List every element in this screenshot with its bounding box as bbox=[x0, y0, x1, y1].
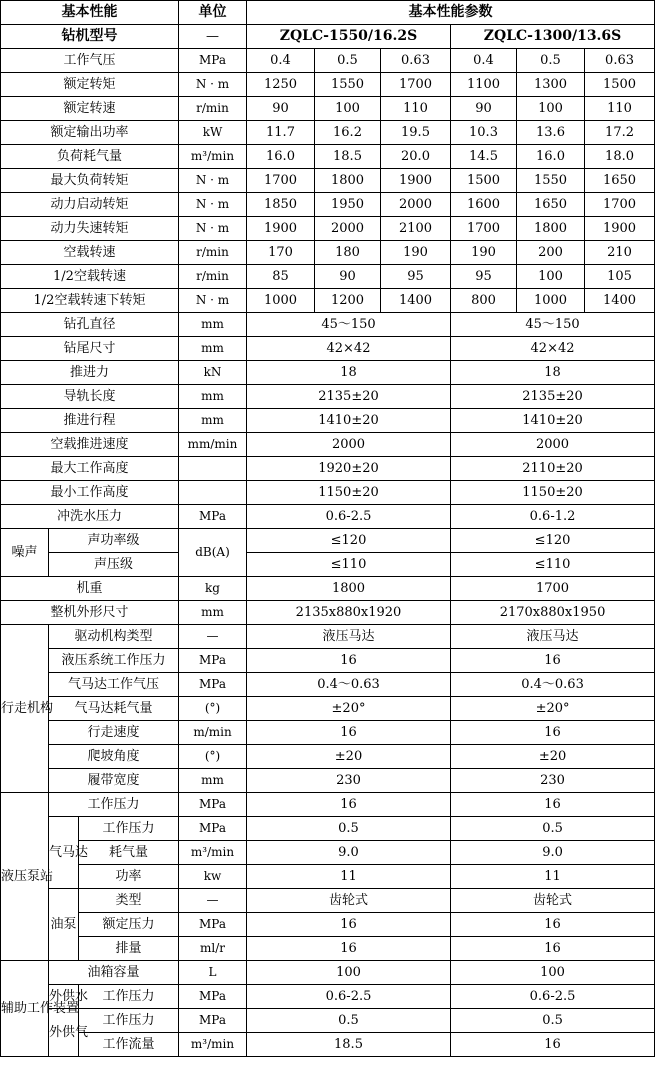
value-cell: 800 bbox=[451, 289, 517, 313]
oil-pump-group-label: 油泵 bbox=[49, 889, 79, 961]
value-cell: 11 bbox=[451, 865, 655, 889]
value-cell: 1950 bbox=[315, 193, 381, 217]
value-cell: 1500 bbox=[451, 169, 517, 193]
value-cell: 0.5 bbox=[315, 49, 381, 73]
model-row bbox=[1, 25, 655, 49]
row-label: 行走速度 bbox=[49, 721, 179, 745]
table-row bbox=[1, 385, 655, 409]
row-label: 功率 bbox=[79, 865, 179, 889]
value-cell: 1700 bbox=[381, 73, 451, 97]
value-cell: 1650 bbox=[585, 169, 655, 193]
value-cell: 10.3 bbox=[451, 121, 517, 145]
row-label: 排量 bbox=[79, 937, 179, 961]
value-cell: 1410±20 bbox=[247, 409, 451, 433]
value-cell: 9.0 bbox=[451, 841, 655, 865]
value-cell: ±20 bbox=[247, 745, 451, 769]
table-row bbox=[1, 577, 655, 601]
value-cell: 1550 bbox=[517, 169, 585, 193]
row-label: 1/2空载转速 bbox=[1, 265, 179, 289]
value-cell: 105 bbox=[585, 265, 655, 289]
value-cell: 90 bbox=[451, 97, 517, 121]
value-cell: 1700 bbox=[451, 217, 517, 241]
value-cell: 1200 bbox=[315, 289, 381, 313]
value-cell: 13.6 bbox=[517, 121, 585, 145]
row-unit: mm bbox=[179, 769, 247, 793]
row-label: 耗气量 bbox=[79, 841, 179, 865]
value-cell: 16 bbox=[451, 793, 655, 817]
value-cell: ≤120 bbox=[451, 529, 655, 553]
value-cell: 45～150 bbox=[451, 313, 655, 337]
table-row bbox=[1, 721, 655, 745]
value-cell: 1400 bbox=[381, 289, 451, 313]
row-unit: MPa bbox=[179, 673, 247, 697]
row-label: 驱动机构类型 bbox=[49, 625, 179, 649]
row-label: 气马达工作气压 bbox=[49, 673, 179, 697]
table-row bbox=[1, 745, 655, 769]
row-unit: mm bbox=[179, 601, 247, 625]
value-cell: 16 bbox=[451, 913, 655, 937]
row-label: 空载转速 bbox=[1, 241, 179, 265]
row-unit: kW bbox=[179, 121, 247, 145]
value-cell: 1100 bbox=[451, 73, 517, 97]
value-cell: 0.4～0.63 bbox=[451, 673, 655, 697]
table-row bbox=[1, 289, 655, 313]
value-cell: 16.0 bbox=[517, 145, 585, 169]
row-unit: m³/min bbox=[179, 145, 247, 169]
value-cell: 1550 bbox=[315, 73, 381, 97]
value-cell: 1900 bbox=[585, 217, 655, 241]
value-cell: ±20 bbox=[451, 745, 655, 769]
table-row bbox=[1, 985, 655, 1009]
row-unit: kg bbox=[179, 577, 247, 601]
row-label: 油箱容量 bbox=[49, 961, 179, 985]
row-unit: mm bbox=[179, 337, 247, 361]
table-row bbox=[1, 265, 655, 289]
value-cell: 1800 bbox=[315, 169, 381, 193]
value-cell: 0.5 bbox=[517, 49, 585, 73]
value-cell: 1850 bbox=[247, 193, 315, 217]
value-cell: 90 bbox=[315, 265, 381, 289]
table-row bbox=[1, 457, 655, 481]
value-cell: 0.6-2.5 bbox=[247, 505, 451, 529]
value-cell: 170 bbox=[247, 241, 315, 265]
value-cell: 16 bbox=[247, 913, 451, 937]
value-cell: 11 bbox=[247, 865, 451, 889]
row-unit: mm bbox=[179, 313, 247, 337]
row-unit: MPa bbox=[179, 793, 247, 817]
row-label: 动力失速转矩 bbox=[1, 217, 179, 241]
value-cell: 90 bbox=[247, 97, 315, 121]
value-cell: 2135±20 bbox=[451, 385, 655, 409]
table-row bbox=[1, 649, 655, 673]
value-cell: 液压马达 bbox=[451, 625, 655, 649]
value-cell: 180 bbox=[315, 241, 381, 265]
air-supply-group-label: 外供气 bbox=[49, 1009, 79, 1057]
value-cell: 1800 bbox=[517, 217, 585, 241]
value-cell: ±20° bbox=[247, 697, 451, 721]
row-unit: N · m bbox=[179, 217, 247, 241]
row-unit: m³/min bbox=[179, 841, 247, 865]
value-cell: 1700 bbox=[247, 169, 315, 193]
table-row bbox=[1, 1033, 655, 1057]
row-unit: kw bbox=[179, 865, 247, 889]
value-cell: 2000 bbox=[451, 433, 655, 457]
value-cell: 2135x880x1920 bbox=[247, 601, 451, 625]
value-cell: 200 bbox=[517, 241, 585, 265]
table-row bbox=[1, 817, 655, 841]
value-cell: 100 bbox=[517, 97, 585, 121]
row-label: 工作压力 bbox=[79, 1009, 179, 1033]
value-cell: 100 bbox=[315, 97, 381, 121]
value-cell: 1000 bbox=[517, 289, 585, 313]
water-supply-group-label: 外供水 bbox=[49, 985, 79, 1009]
row-label: 履带宽度 bbox=[49, 769, 179, 793]
row-label: 工作压力 bbox=[79, 985, 179, 1009]
row-label: 声功率级 bbox=[49, 529, 179, 553]
value-cell: 16 bbox=[451, 721, 655, 745]
table-row bbox=[1, 913, 655, 937]
row-unit: mm bbox=[179, 409, 247, 433]
table-row bbox=[1, 601, 655, 625]
value-cell: 1400 bbox=[585, 289, 655, 313]
table-row bbox=[1, 97, 655, 121]
table-row bbox=[1, 889, 655, 913]
table-row bbox=[1, 193, 655, 217]
value-cell: 液压马达 bbox=[247, 625, 451, 649]
value-cell: 190 bbox=[451, 241, 517, 265]
row-unit: mm bbox=[179, 385, 247, 409]
row-unit: N · m bbox=[179, 169, 247, 193]
value-cell: 14.5 bbox=[451, 145, 517, 169]
value-cell: 0.5 bbox=[247, 1009, 451, 1033]
row-label: 额定转矩 bbox=[1, 73, 179, 97]
value-cell: 20.0 bbox=[381, 145, 451, 169]
value-cell: 17.2 bbox=[585, 121, 655, 145]
value-cell: 16 bbox=[451, 649, 655, 673]
row-unit: MPa bbox=[179, 985, 247, 1009]
table-row bbox=[1, 505, 655, 529]
value-cell: 2170x880x1950 bbox=[451, 601, 655, 625]
value-cell: 2000 bbox=[315, 217, 381, 241]
value-cell: 0.4～0.63 bbox=[247, 673, 451, 697]
value-cell: 0.6-1.2 bbox=[451, 505, 655, 529]
value-cell: 230 bbox=[247, 769, 451, 793]
row-label: 空载推进速度 bbox=[1, 433, 179, 457]
row-label: 钻孔直径 bbox=[1, 313, 179, 337]
table-row bbox=[1, 217, 655, 241]
value-cell: 0.63 bbox=[381, 49, 451, 73]
row-label: 类型 bbox=[79, 889, 179, 913]
value-cell: 18 bbox=[451, 361, 655, 385]
value-cell: 42×42 bbox=[451, 337, 655, 361]
walking-group-label: 行走机构 bbox=[1, 625, 49, 793]
table-row bbox=[1, 841, 655, 865]
value-cell: 1920±20 bbox=[247, 457, 451, 481]
row-label: 推进行程 bbox=[1, 409, 179, 433]
value-cell: 16 bbox=[247, 649, 451, 673]
value-cell: 100 bbox=[451, 961, 655, 985]
value-cell: 1300 bbox=[517, 73, 585, 97]
row-unit: m³/min bbox=[179, 1033, 247, 1057]
row-unit: kN bbox=[179, 361, 247, 385]
value-cell: 0.4 bbox=[451, 49, 517, 73]
table-row bbox=[1, 361, 655, 385]
value-cell: 齿轮式 bbox=[451, 889, 655, 913]
value-cell: ≤110 bbox=[247, 553, 451, 577]
value-cell: 0.6-2.5 bbox=[451, 985, 655, 1009]
row-unit bbox=[179, 481, 247, 505]
value-cell: 100 bbox=[247, 961, 451, 985]
value-cell: 110 bbox=[381, 97, 451, 121]
row-label: 冲洗水压力 bbox=[1, 505, 179, 529]
table-row bbox=[1, 793, 655, 817]
value-cell: 1900 bbox=[381, 169, 451, 193]
table-row bbox=[1, 313, 655, 337]
value-cell: 2110±20 bbox=[451, 457, 655, 481]
table-row bbox=[1, 769, 655, 793]
value-cell: 18.5 bbox=[315, 145, 381, 169]
table-row bbox=[1, 1009, 655, 1033]
noise-unit: dB(A) bbox=[179, 529, 247, 577]
table-row bbox=[1, 169, 655, 193]
value-cell: 1700 bbox=[585, 193, 655, 217]
row-unit: MPa bbox=[179, 1009, 247, 1033]
model-a: ZQLC-1550/16.2S bbox=[247, 25, 451, 49]
value-cell: 1150±20 bbox=[247, 481, 451, 505]
value-cell: 齿轮式 bbox=[247, 889, 451, 913]
header-row bbox=[1, 1, 655, 25]
header-params: 基本性能参数 bbox=[247, 1, 655, 25]
table-row bbox=[1, 553, 655, 577]
row-label: 工作压力 bbox=[49, 793, 179, 817]
value-cell: 95 bbox=[381, 265, 451, 289]
row-unit: r/min bbox=[179, 241, 247, 265]
value-cell: 1650 bbox=[517, 193, 585, 217]
row-label: 气马达耗气量 bbox=[49, 697, 179, 721]
value-cell: 1250 bbox=[247, 73, 315, 97]
row-label: 最大工作高度 bbox=[1, 457, 179, 481]
model-label: 钻机型号 bbox=[1, 25, 179, 49]
row-unit: MPa bbox=[179, 649, 247, 673]
value-cell: 190 bbox=[381, 241, 451, 265]
row-unit: — bbox=[179, 889, 247, 913]
table-row bbox=[1, 625, 655, 649]
value-cell: 85 bbox=[247, 265, 315, 289]
value-cell: 16 bbox=[451, 1033, 655, 1057]
table-row bbox=[1, 73, 655, 97]
row-label: 导轨长度 bbox=[1, 385, 179, 409]
value-cell: 19.5 bbox=[381, 121, 451, 145]
row-label: 爬坡角度 bbox=[49, 745, 179, 769]
value-cell: 45～150 bbox=[247, 313, 451, 337]
aux-group-label: 辅助工作装置 bbox=[1, 961, 49, 1057]
value-cell: 1800 bbox=[247, 577, 451, 601]
model-unit: — bbox=[179, 25, 247, 49]
value-cell: 18 bbox=[247, 361, 451, 385]
value-cell: ±20° bbox=[451, 697, 655, 721]
row-label: 钻尾尺寸 bbox=[1, 337, 179, 361]
value-cell: 210 bbox=[585, 241, 655, 265]
table-row bbox=[1, 697, 655, 721]
value-cell: 0.5 bbox=[451, 1009, 655, 1033]
row-unit bbox=[179, 457, 247, 481]
table-row bbox=[1, 121, 655, 145]
row-label: 额定输出功率 bbox=[1, 121, 179, 145]
table-row bbox=[1, 937, 655, 961]
value-cell: 42×42 bbox=[247, 337, 451, 361]
value-cell: 1600 bbox=[451, 193, 517, 217]
value-cell: 0.6-2.5 bbox=[247, 985, 451, 1009]
row-label: 整机外形尺寸 bbox=[1, 601, 179, 625]
value-cell: 18.5 bbox=[247, 1033, 451, 1057]
row-label: 工作流量 bbox=[79, 1033, 179, 1057]
row-unit: r/min bbox=[179, 97, 247, 121]
row-label: 机重 bbox=[1, 577, 179, 601]
value-cell: 1150±20 bbox=[451, 481, 655, 505]
header-basic: 基本性能 bbox=[1, 1, 179, 25]
value-cell: 0.63 bbox=[585, 49, 655, 73]
row-label: 最小工作高度 bbox=[1, 481, 179, 505]
table-row bbox=[1, 433, 655, 457]
row-unit: N · m bbox=[179, 73, 247, 97]
air-motor-group-label: 气马达 bbox=[49, 817, 79, 889]
value-cell: 1900 bbox=[247, 217, 315, 241]
table-row bbox=[1, 673, 655, 697]
header-unit: 单位 bbox=[179, 1, 247, 25]
noise-group-label: 噪声 bbox=[1, 529, 49, 577]
table-row bbox=[1, 145, 655, 169]
pump-group-label: 液压泵站 bbox=[1, 793, 49, 961]
row-unit: r/min bbox=[179, 265, 247, 289]
value-cell: 1000 bbox=[247, 289, 315, 313]
row-label: 工作气压 bbox=[1, 49, 179, 73]
value-cell: 1410±20 bbox=[451, 409, 655, 433]
row-unit: (°) bbox=[179, 697, 247, 721]
value-cell: 0.5 bbox=[451, 817, 655, 841]
value-cell: 0.4 bbox=[247, 49, 315, 73]
row-label: 液压系统工作压力 bbox=[49, 649, 179, 673]
table-row bbox=[1, 529, 655, 553]
value-cell: ≤120 bbox=[247, 529, 451, 553]
row-label: 最大负荷转矩 bbox=[1, 169, 179, 193]
row-unit: MPa bbox=[179, 817, 247, 841]
row-unit: MPa bbox=[179, 505, 247, 529]
row-label: 工作压力 bbox=[79, 817, 179, 841]
value-cell: 2135±20 bbox=[247, 385, 451, 409]
row-label: 推进力 bbox=[1, 361, 179, 385]
value-cell: 16 bbox=[451, 937, 655, 961]
row-label: 负荷耗气量 bbox=[1, 145, 179, 169]
row-label: 额定压力 bbox=[79, 913, 179, 937]
row-label: 动力启动转矩 bbox=[1, 193, 179, 217]
value-cell: 1500 bbox=[585, 73, 655, 97]
value-cell: ≤110 bbox=[451, 553, 655, 577]
row-unit: N · m bbox=[179, 193, 247, 217]
row-label: 1/2空载转速下转矩 bbox=[1, 289, 179, 313]
value-cell: 100 bbox=[517, 265, 585, 289]
value-cell: 11.7 bbox=[247, 121, 315, 145]
value-cell: 16.2 bbox=[315, 121, 381, 145]
row-unit: N · m bbox=[179, 289, 247, 313]
value-cell: 110 bbox=[585, 97, 655, 121]
table-row bbox=[1, 961, 655, 985]
value-cell: 16.0 bbox=[247, 145, 315, 169]
value-cell: 16 bbox=[247, 793, 451, 817]
row-unit: MPa bbox=[179, 49, 247, 73]
row-unit: L bbox=[179, 961, 247, 985]
value-cell: 0.5 bbox=[247, 817, 451, 841]
table-row bbox=[1, 49, 655, 73]
value-cell: 2000 bbox=[381, 193, 451, 217]
row-unit: (°) bbox=[179, 745, 247, 769]
table-row bbox=[1, 337, 655, 361]
row-unit: MPa bbox=[179, 913, 247, 937]
value-cell: 230 bbox=[451, 769, 655, 793]
table-row bbox=[1, 409, 655, 433]
value-cell: 95 bbox=[451, 265, 517, 289]
row-label: 额定转速 bbox=[1, 97, 179, 121]
value-cell: 9.0 bbox=[247, 841, 451, 865]
value-cell: 16 bbox=[247, 937, 451, 961]
table-row bbox=[1, 241, 655, 265]
value-cell: 2000 bbox=[247, 433, 451, 457]
value-cell: 1700 bbox=[451, 577, 655, 601]
row-unit: — bbox=[179, 625, 247, 649]
value-cell: 18.0 bbox=[585, 145, 655, 169]
value-cell: 2100 bbox=[381, 217, 451, 241]
row-unit: ml/r bbox=[179, 937, 247, 961]
row-unit: m/min bbox=[179, 721, 247, 745]
table-row bbox=[1, 481, 655, 505]
table-row bbox=[1, 865, 655, 889]
model-b: ZQLC-1300/13.6S bbox=[451, 25, 655, 49]
row-unit: mm/min bbox=[179, 433, 247, 457]
value-cell: 16 bbox=[247, 721, 451, 745]
row-label: 声压级 bbox=[49, 553, 179, 577]
